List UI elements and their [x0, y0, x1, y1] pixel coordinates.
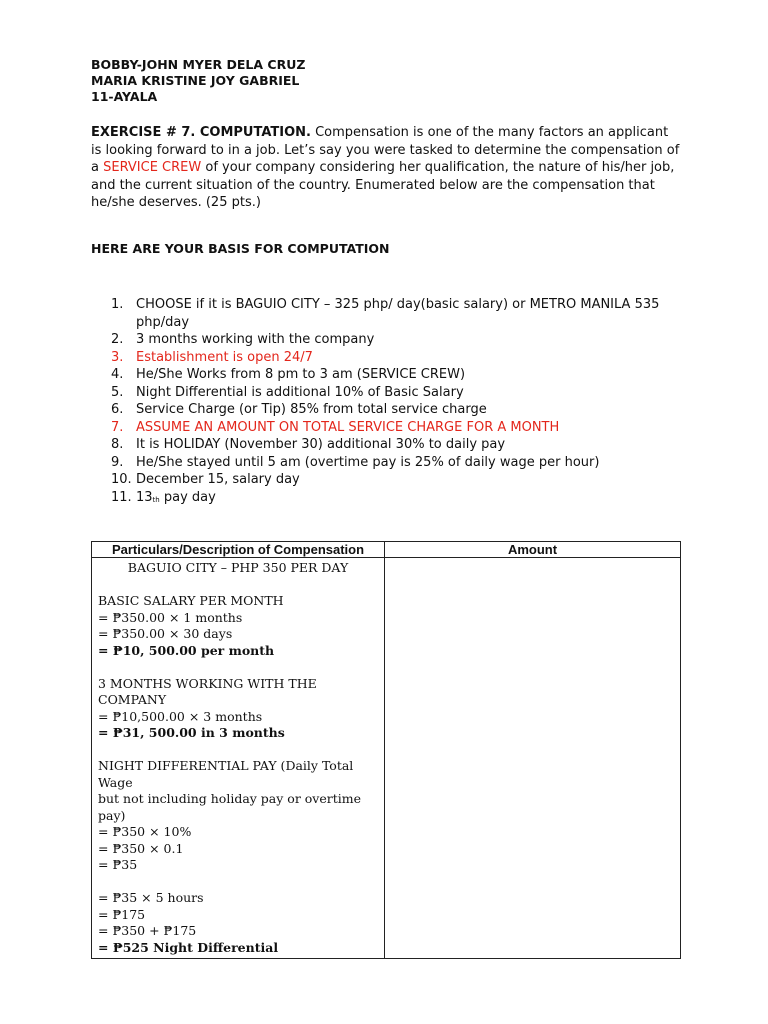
amount-cell [385, 558, 681, 959]
service-crew-highlight: SERVICE CREW [103, 160, 202, 175]
nd-line: = ₱35 × 5 hours [98, 890, 204, 905]
basis-title: HERE ARE YOUR BASIS FOR COMPUTATION [91, 241, 390, 256]
list-item: 5. Night Differential is additional 10% of Basic Salary [111, 384, 464, 400]
student-header [91, 57, 305, 105]
table-header-row [92, 542, 681, 558]
basic-line: = ₱350.00 × 1 months [98, 609, 243, 625]
list-item: 4. He/She Works from 8 pm to 3 am (SERVICE CREW) [111, 367, 466, 382]
col-particulars-header: Particulars/Description of Compensation [92, 542, 385, 558]
nd-line: = ₱35 [98, 857, 138, 872]
months-title: 3 MONTHS WORKING WITH THE COMPANY [98, 675, 317, 707]
list-item: 1. CHOOSE if it is BAGUIO CITY – 325 php/ day(basic salary) or METRO MANILA 535 php/day [111, 297, 660, 330]
basis-list [91, 296, 681, 509]
nd-result: = ₱525 Night Differential [98, 939, 279, 955]
list-item: 11. 13th pay day [111, 489, 216, 505]
exercise-label: EXERCISE # 7. COMPUTATION. [91, 125, 311, 140]
list-item: 8. It is HOLIDAY (November 30) additional 30% to daily pay [111, 437, 506, 452]
compensation-table [91, 541, 681, 959]
nd-line: = ₱175 [98, 906, 146, 922]
col-amount-header: Amount [385, 542, 681, 558]
rate-title: BAGUIO CITY – PHP 350 PER DAY [127, 560, 349, 575]
list-item: 9. He/She stayed until 5 am (overtime pay is 25% of daily wage per hour) [111, 454, 600, 470]
nd-title: NIGHT DIFFERENTIAL PAY (Daily Total Wage [98, 758, 354, 790]
exercise-text-after: of your company considering her qualification, the nature of his/her job, and the current situation of the country. Enumerated below are the compensation that he/she deserves. (25 pts.) [91, 160, 675, 210]
table-row [92, 558, 681, 959]
months-line: = ₱10,500.00 × 3 months [98, 708, 263, 724]
exercise-paragraph [91, 124, 681, 212]
basic-salary-title: BASIC SALARY PER MONTH [98, 593, 284, 608]
exercise-text-before: Compensation is one of the many factors an applicant is looking forward to in a job. Let’s say you were tasked to determine the compensation of a [91, 125, 680, 175]
list-item: 7. ASSUME AN AMOUNT ON TOTAL SERVICE CHARGE FOR A MONTH [111, 419, 560, 435]
particulars-cell [92, 558, 385, 959]
student-name-1: BOBBY-JOHN MYER DELA CRUZ [91, 57, 306, 72]
nd-title-cont: but not including holiday pay or overtime pay) [98, 791, 362, 823]
nd-line: = ₱350 × 10% [98, 824, 192, 839]
basic-result: = ₱10, 500.00 per month [98, 642, 275, 658]
list-item: 2. 3 months working with the company [111, 332, 375, 347]
nd-line: = ₱350 + ₱175 [98, 923, 197, 938]
nd-line: = ₱350 × 0.1 [98, 840, 184, 856]
list-item: 10. December 15, salary day [111, 472, 300, 487]
list-item: 3. Establishment is open 24/7 [111, 349, 313, 365]
student-name-2: MARIA KRISTINE JOY GABRIEL [91, 73, 300, 88]
list-item: 6. Service Charge (or Tip) 85% from total service charge [111, 402, 487, 417]
section-label: 11-AYALA [91, 89, 158, 104]
basic-line: = ₱350.00 × 30 days [98, 626, 233, 641]
months-result: = ₱31, 500.00 in 3 months [98, 725, 285, 740]
